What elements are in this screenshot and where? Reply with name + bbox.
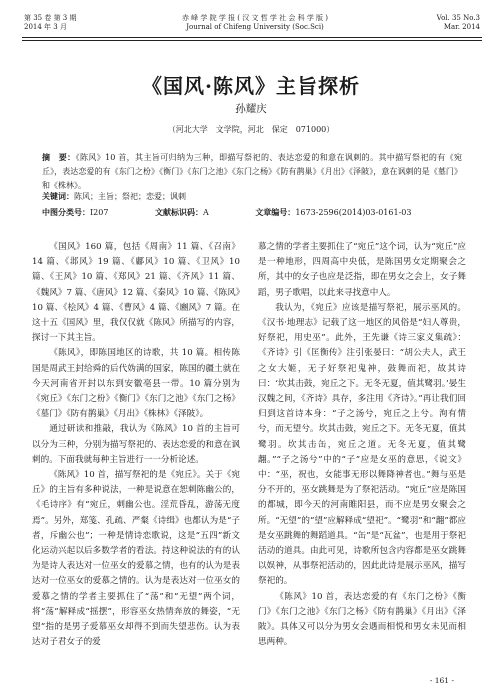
volume-issue-en: Vol. 35 No.3 xyxy=(436,14,480,22)
keywords-label: 关键词： xyxy=(42,191,74,201)
clc-label: 中图分类号： xyxy=(42,207,90,217)
issue-date-en: Mar. 2014 xyxy=(443,23,480,31)
author-affiliation: （河北大学 文学院，河北 保定 071000） xyxy=(167,125,335,134)
issue-date: 2014 年 3 月 xyxy=(24,23,67,31)
document-code xyxy=(155,208,231,217)
body-paragraph: 我认为，《宛丘》应该是描写祭祀，展示巫风的。《汉书·地理志》记载了这一地区的风俗是“妇人尊贵，好祭祀，用史巫”。此外，王先谦《诗三家义集疏》：《齐诗》引《匡衡传》注引张晏曰：“胡公夫人，武王之女大姬，无子好祭祀鬼神，鼓舞而祀，故其诗曰：‘坎其击鼓，宛丘之下。无冬无夏，值其鹭羽。’晏生汉魏之间，《齐诗》具存，多注用《齐诗》。”再让我们回归到这首诗本身：“子之汤兮，宛丘之上兮。洵有情兮，而无望兮。坎其击鼓，宛丘之下。无冬无夏，值其鹭羽。坎其击缶，宛丘之道。无冬无夏，值其鹭翿。”“子之汤兮”中的“子”应是女巫的意思，《说文》中：“巫，祝也，女能事无形以舞降神者也。”舞与巫是分不开的，巫女跳舞是为了祭祀活动。“宛丘”应是陈国的都城，即今天的河南睢阳县，而不应是男女聚会之所。“无望”的“望”应解释成“望祀”。“鹭羽”和“翿”都应是女巫跳舞的舞蹈道具。“缶”是“瓦盆”，也是用于祭祀活动的道具。由此可见，诗歌所包含内容都是巫女跳舞以娱神，从事祭祀活动的，因此此诗是展示巫风，描写祭祀的。 xyxy=(258,302,466,587)
article-number xyxy=(255,208,433,217)
articleno-value: 1673-2596(2014)03-0161-03 xyxy=(295,208,412,217)
journal-volume-info-en xyxy=(437,14,480,32)
body-paragraph: 通过研读和推敲，我认为《陈风》10 首的主旨可以分为三种，分别为描写祭祀的、表达恋爱的和意在讽刺的。下面我就每种主旨进行一一分析论述。 xyxy=(32,424,240,465)
articleno-label: 文章编号： xyxy=(255,207,296,217)
doccode-value: A xyxy=(202,208,209,217)
abstract-label: 摘 要： xyxy=(42,152,76,162)
body-column-left xyxy=(32,240,240,650)
body-paragraph: 《国风》160 篇，包括《周南》11 篇、《召南》14 篇、《邶风》19 篇、《鄘风》10 篇、《卫风》10 篇、《王风》10 篇、《郑风》21 篇、《齐风》11 篇、《魏风》7 篇、《唐风》12 篇、《秦风》10 篇、《陈风》10 篇、《桧风》4 篇、《曹风》4 篇、《豳风》7 篇。在这十五《国风》里，我仅仅就《陈风》所描写的内容，探讨一下其主旨。 xyxy=(32,242,240,344)
clc-value: I207 xyxy=(90,208,109,217)
journal-volume-info xyxy=(24,14,77,32)
body-paragraph: 慕之情的学者主要抓住了“宛丘”这个词，认为“宛丘”应是一种地形，四周高中央低，是陈国男女定期聚会之所，其中的女子也应是泛指，即在男女之会上，女子舞蹈，男子歌唱，以此来寻找意中人。 xyxy=(258,242,466,298)
clc-code xyxy=(42,208,130,217)
keywords-text: 陈风；主旨；祭祀；恋爱；讽刺 xyxy=(74,192,186,201)
journal-name-cn: 赤 峰 学 院 学 报 ( 汉 文 哲 学 社 会 科 学 版 ) xyxy=(181,14,329,22)
article-author: 孙耀庆 xyxy=(235,103,267,115)
header-rule xyxy=(22,37,482,38)
header-rule-thin xyxy=(22,40,482,41)
journal-name xyxy=(140,14,370,32)
volume-issue: 第 35 卷 第 3 期 xyxy=(24,14,77,22)
body-paragraph: 《陈风》10 首，描写祭祀的是《宛丘》。关于《宛丘》的主旨有多种说法，一种是说意在恕刺陈幽公的，《毛诗序》有“宛丘，刺幽公也。淫荒昏乱，游荡无度焉”。另外，郑笺、孔疏、严粲《诗缉》也都认为是“子者，斥幽公也”；一种是情诗恋歌说，这是“五四”新文化运动兴起以后多数学者的看法。持这种说法的有的认为是诗人表达对一位巫女的爱慕之情，也有的认为是表达对一位巫女的爱慕之情的。认为是表达对一位巫女的爱慕之情的学者主要抓住了“荡”和“无望”两个词，将“荡”解释成“摇摆”，形容巫女热情奔放的舞姿，“无望”指的是男子爱慕巫女却得不到而失望悲伤。认为表达对子君女子的爱 xyxy=(32,470,240,648)
keywords xyxy=(42,190,462,203)
body-paragraph: 《陈风》，即陈国地区的诗歌，共 10 篇。相传陈国是周武王封给舜的后代妫满的国家，陈国的疆土就在今天河南省开封以东到安徽亳县一带。10 篇分别为《宛丘》《东门之枌》《衡门》《东门之池》《东门之杨》《墓门》《防有鹊巢》《月出》《株林》《泽陂》。 xyxy=(32,348,240,420)
doccode-label: 文献标识码： xyxy=(154,207,203,217)
page-number: - 161 - xyxy=(429,676,454,685)
abstract-text: 《陈风》10 首，其主旨可归纳为三种，即描写祭祀的、表达恋爱的和意在讽刺的。其中描写祭祀的有《宛丘》，表达恋爱的有《东门之枌》《衡门》《东门之池》《东门之杨》《防有鹊巢》《月出》《泽陂》，意在讽刺的是《墓门》和《株林》。 xyxy=(42,153,463,190)
article-title: 《国风·陈风》主旨探析 xyxy=(142,74,360,98)
abstract xyxy=(42,150,462,193)
classification-meta xyxy=(42,206,462,219)
body-paragraph: 《陈风》10 首，表达恋爱的有《东门之枌》《衡门》《东门之池》《东门之杨》《防有鹊巢》《月出》《泽陂》。具体又可以分为男女会遇而相悦和男女未见而相思两种。 xyxy=(258,591,466,648)
body-column-right xyxy=(258,240,466,650)
journal-name-en: Journal of Chifeng University (Soc.Sci) xyxy=(186,23,324,31)
